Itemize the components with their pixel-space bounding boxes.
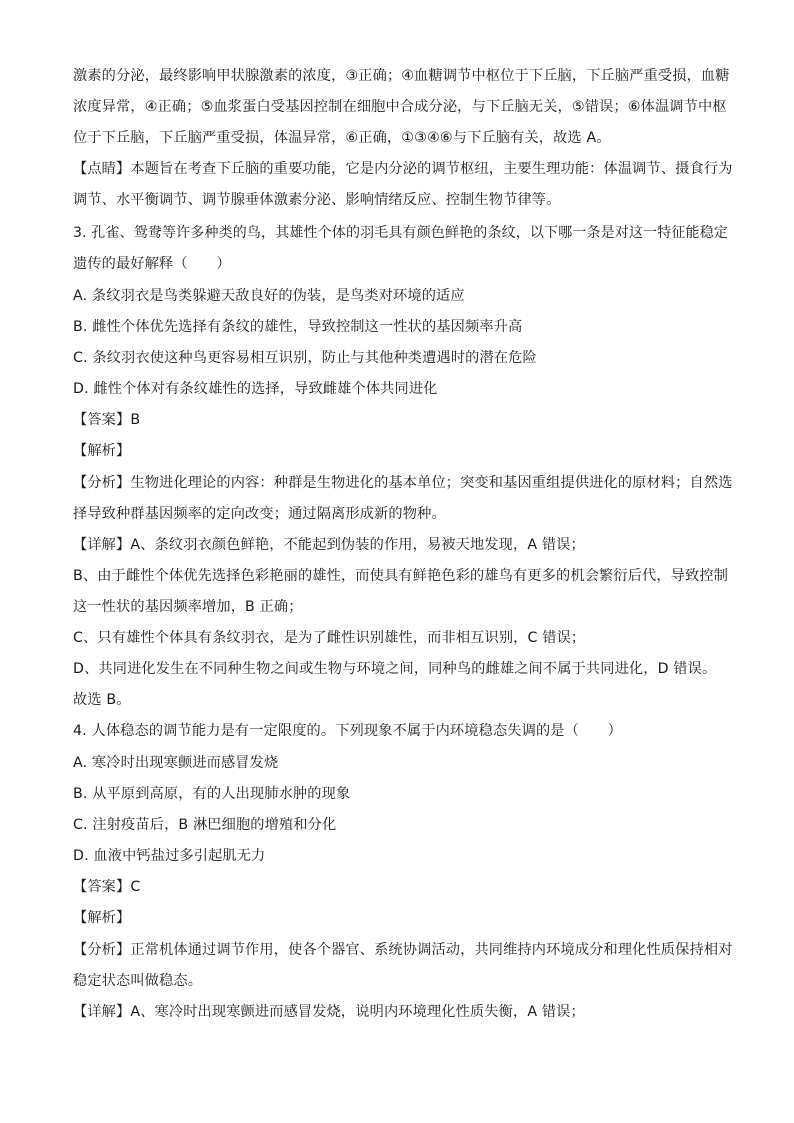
option-a: A. 条纹羽衣是鸟类躲避天敌良好的伪装，是鸟类对环境的适应 [73,288,465,304]
option-c: C. 注射疫苗后，B 淋巴细胞的增殖和分化 [73,817,337,833]
question-3-stem: 遗传的最好解释（ ） [73,256,231,272]
option-d: D. 雌性个体对有条纹雄性的选择，导致雌雄个体共同进化 [73,381,438,397]
text-line: C、只有雄性个体具有条纹羽衣，是为了雌性识别雄性，而非相互识别，C 错误； [73,630,586,646]
text-line: 【分析】生物进化理论的内容：种群是生物进化的基本单位；突变和基因重组提供进化的原材料；自然选 [73,475,733,491]
option-b: B. 雌性个体优先选择有条纹的雄性，导致控制这一性状的基因频率升高 [73,319,523,335]
option-c: C. 条纹羽衣使这种鸟更容易相互识别，防止与其他种类遭遇时的潜在危险 [73,350,537,366]
question-4-stem: 4. 人体稳态的调节能力是有一定限度的。下列现象不属于内环境稳态失调的是（ ） [73,723,622,739]
answer-label: 【答案】C [73,879,141,895]
text-line: 调节、水平衡调节、调节腺垂体激素分泌、影响情绪反应、控制生物节律等。 [73,192,561,208]
answer-label: 【答案】B [73,412,141,428]
analysis-label: 【解析】 [73,443,131,459]
option-d: D. 血液中钙盐过多引起肌无力 [73,848,266,864]
text-line: 浓度异常，④正确；⑤血浆蛋白受基因控制在细胞中合成分泌，与下丘脑无关，⑤错误；⑥体温调节中枢 [73,99,727,115]
text-line: 激素的分泌，最终影响甲状腺激素的浓度，③正确；④血糖调节中枢位于下丘脑，下丘脑严重受损，血糖 [73,68,730,84]
text-line: 这一性状的基因频率增加，B 正确； [73,599,303,615]
option-a: A. 寒冷时出现寒颤进而感冒发烧 [73,755,279,771]
option-b: B. 从平原到高原，有的人出现肺水肿的现象 [73,786,351,802]
text-line: B、由于雌性个体优先选择色彩艳丽的雄性，而使具有鲜艳色彩的雄鸟有更多的机会繁衍后代，导致控制 [73,568,729,584]
text-line: 【详解】A、寒冷时出现寒颤进而感冒发烧，说明内环境理化性质失衡，A 错误； [73,1004,585,1020]
text-line: D、共同进化发生在不同种生物之间或生物与环境之间，同种鸟的雌雄之间不属于共同进化，D 错误。 [73,661,717,677]
text-line: 【点睛】本题旨在考查下丘脑的重要功能，它是内分泌的调节枢纽，主要生理功能：体温调节、摄食行为 [73,161,733,177]
text-line: 【分析】正常机体通过调节作用，使各个器官、系统协调活动，共同维持内环境成分和理化性质保持相对 [73,942,733,958]
text-line: 稳定状态叫做稳态。 [73,973,203,989]
text-line: 择导致种群基因频率的定向改变；通过隔离形成新的物种。 [73,506,446,522]
text-line: 故选 B。 [73,692,131,708]
text-line: 位于下丘脑，下丘脑严重受损，体温异常，⑥正确，①③④⑥与下丘脑有关，故选 A。 [73,130,611,146]
text-line: 【详解】A、条纹羽衣颜色鲜艳，不能起到伪装的作用，易被天地发现，A 错误； [73,537,585,553]
analysis-label: 【解析】 [73,910,131,926]
question-3-stem: 3. 孔雀、鸳鸯等许多种类的鸟，其雄性个体的羽毛具有颜色鲜艳的条纹，以下哪一条是对这一特征能稳定 [73,225,729,241]
